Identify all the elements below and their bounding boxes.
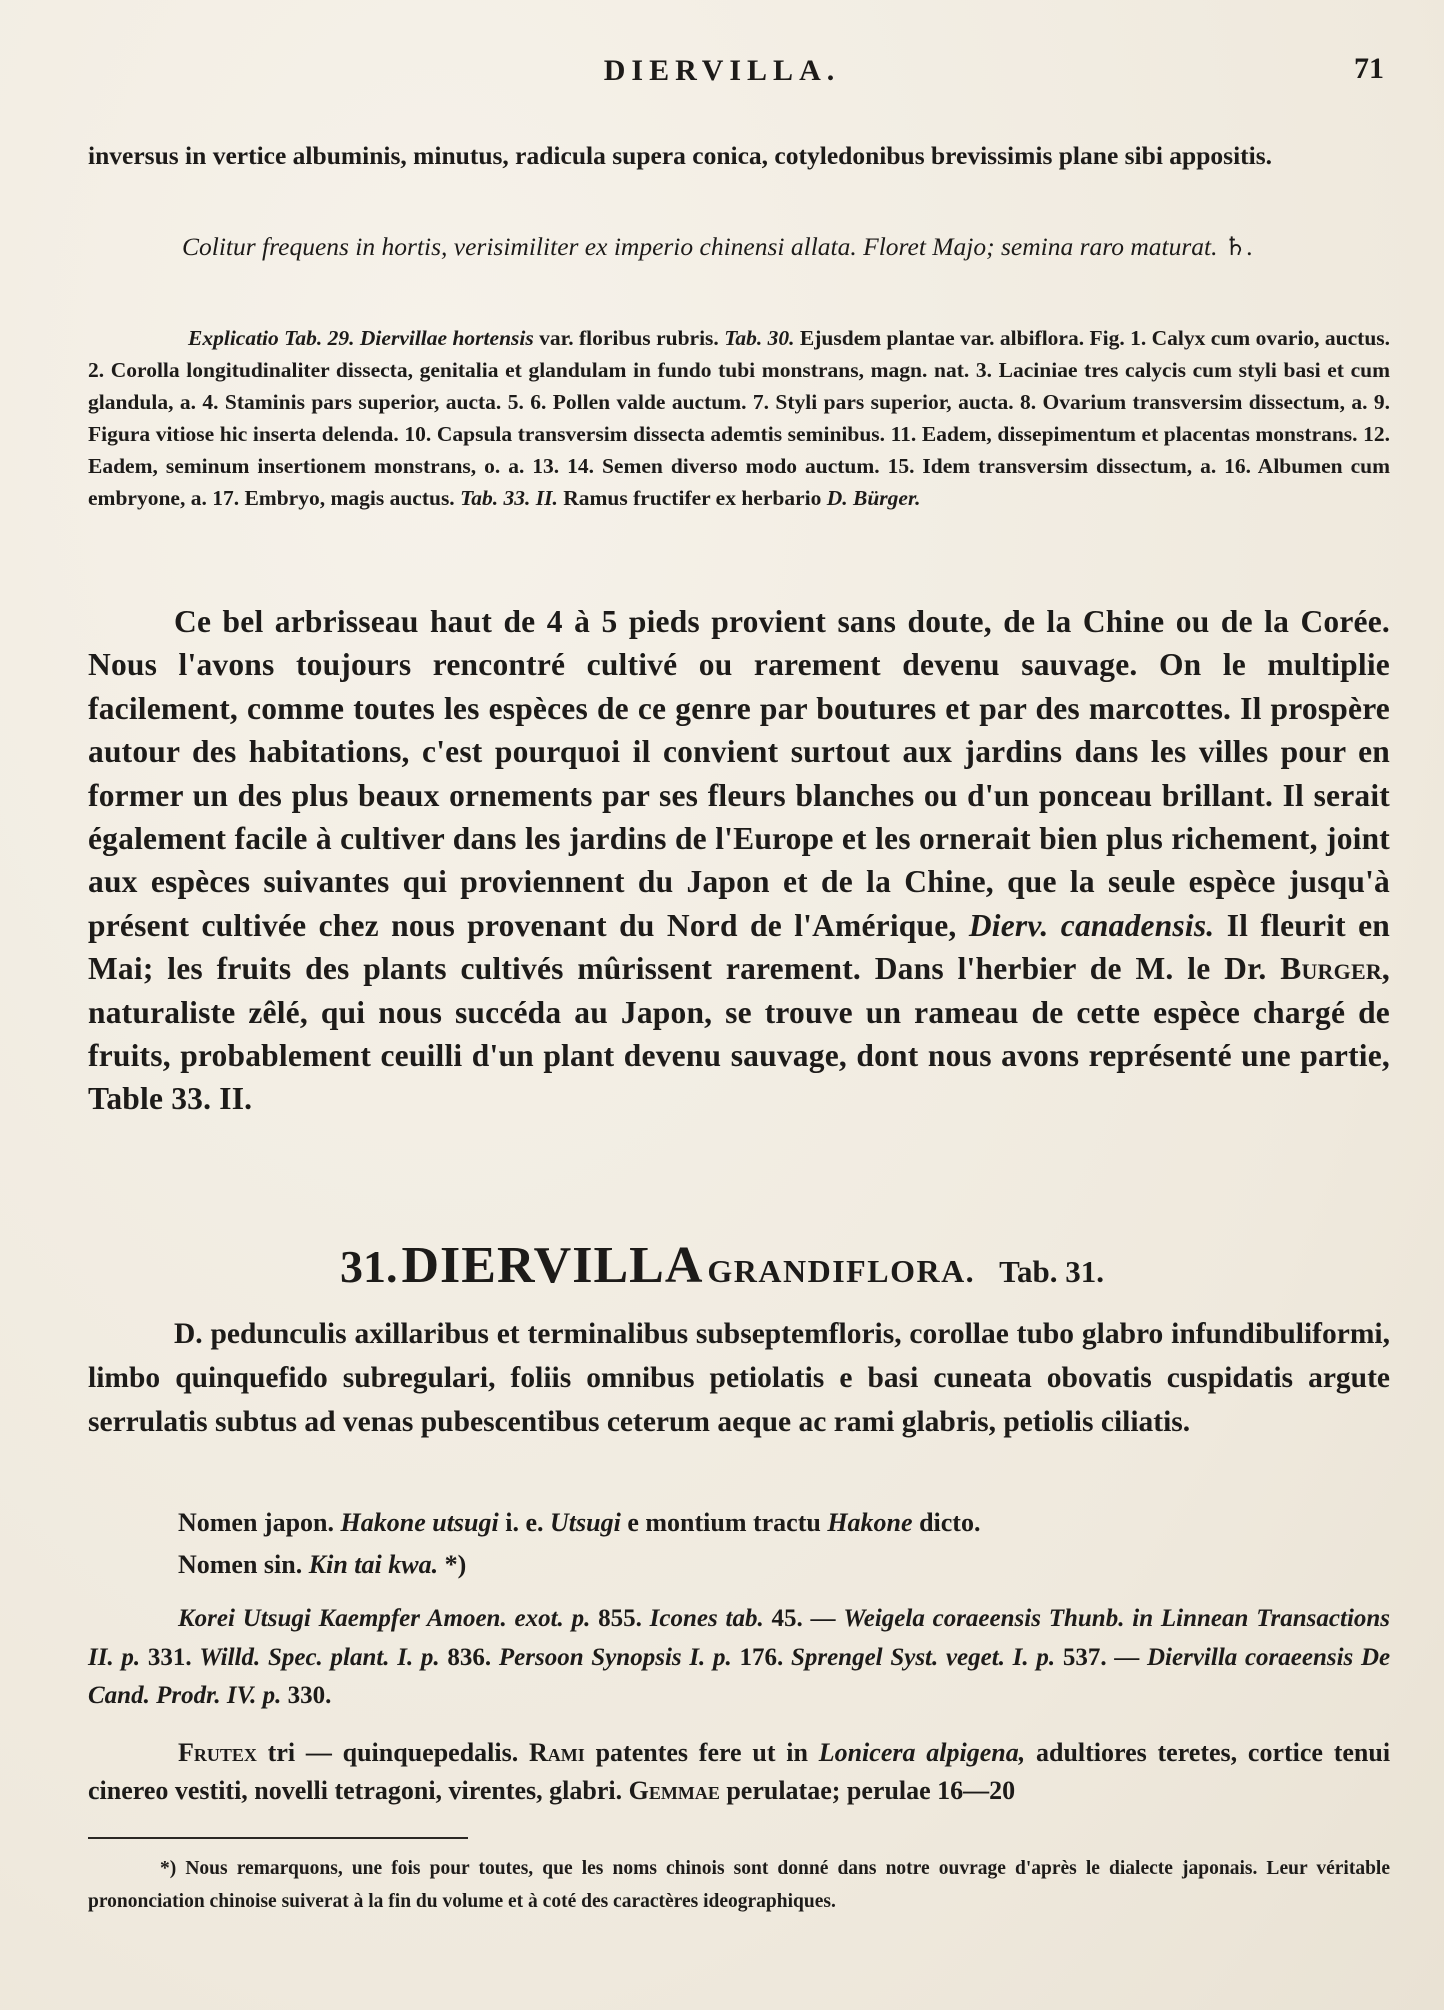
vernacular-names bbox=[178, 1502, 1388, 1586]
citation-page: 537. — bbox=[1062, 1643, 1140, 1671]
synonym-citation: Willd. Spec. plant. I. p. bbox=[199, 1643, 440, 1671]
synonym-citation: Sprengel Syst. veget. I. p. bbox=[790, 1643, 1056, 1671]
species-name-hortensis: Diervillae hortensis bbox=[359, 326, 534, 350]
plate-ref-29: Explicatio Tab. 29. bbox=[188, 326, 355, 350]
species-name-canadensis: Dierv. canadensis. bbox=[968, 907, 1215, 943]
species-number: 31. bbox=[339, 1241, 398, 1292]
running-head-title: DIERVILLA. bbox=[603, 54, 841, 87]
paragraph-description bbox=[88, 1734, 1390, 1810]
description-text: adultiores teretes, cortice tenui cinereo vestiti, novelli tetragoni, virentes, glabri. bbox=[88, 1738, 1391, 1805]
footnote-marker: *) bbox=[444, 1550, 467, 1579]
chinese-name: Kin tai kwa. bbox=[308, 1550, 439, 1579]
plate-explanation-figures: Ejusdem plantae var. albiflora. Fig. 1. Calyx cum ovario, auctus. 2. Corolla longitudinaliter dissecta, genitalia et glandulam in fundo tubi monstrans, magn. nat. 3. Laciniae tres calycis cum styli basi et cum glandula, a. 4. Staminis pars superior, aucta. 5. 6. Pollen valde auctum. 7. Styli pars superior, aucta. 8. Ovarium transversim dissectum, a. 9. Figura vitiose hic inserta delenda. 10. Capsula transversim dissecta ademtis seminibus. 11. Eadem, dissepimentum et placentas monstrans. 12. Eadem, seminum insertionem monstrans, o. a. 13. 14. Semen diverso modo auctum. 15. Idem transversim dissectum, a. 16. Albumen cum embryone, a. 17. Embryo, magis auctus. bbox=[88, 326, 1391, 510]
synonym-citation: Diervilla coraeensis De Cand. Prodr. IV. p. bbox=[88, 1643, 1391, 1709]
french-text: naturaliste zêlé, qui nous succéda au Japon, se trouve un rameau de cette espèce chargé de fruits, probablement ceuilli d'un plant devenu sauvage, dont nous avons représenté une partie, Table 33. II. bbox=[88, 994, 1390, 1117]
description-text: tri — quinquepedalis. bbox=[267, 1738, 519, 1767]
nomen-label: Nomen sin. bbox=[178, 1550, 303, 1579]
description-text: perulatae; perulae 16—20 bbox=[726, 1776, 1016, 1805]
synonym-citation: Icones tab. bbox=[649, 1605, 764, 1632]
plate-explanation-text: Ramus fructifer ex herbario bbox=[563, 486, 822, 510]
nomen-sin-line bbox=[178, 1544, 1388, 1586]
nomen-text: dicto. bbox=[919, 1508, 981, 1537]
page-number: 71 bbox=[1354, 52, 1384, 85]
footnote-rule bbox=[88, 1837, 468, 1839]
paragraph-plate-explanation bbox=[88, 322, 1390, 514]
citation-page: 330. bbox=[287, 1682, 332, 1709]
plate-ref-30: Tab. 30. bbox=[724, 326, 795, 350]
citation-page: 836. bbox=[447, 1643, 492, 1671]
japanese-name: Hakone utsugi bbox=[340, 1508, 499, 1537]
organ-label: Frutex bbox=[178, 1738, 257, 1767]
nomen-label: Nomen japon. bbox=[178, 1508, 335, 1537]
citation-page: 45. — bbox=[771, 1605, 836, 1632]
paragraph-diagnosis: D. pedunculis axillaribus et terminalibus subseptemfloris, corollae tubo glabro infundibuliformi, limbo quinquefido subregulari, foliis omnibus petiolatis e basi cuneata obovatis cuspidatis argute serrulatis subtus ad venas pubescentibus ceterum aeque ac rami glabris, petiolis ciliatis. bbox=[88, 1318, 1390, 1438]
japanese-name: Utsugi bbox=[550, 1508, 621, 1537]
running-head bbox=[0, 48, 1444, 98]
paragraph-synonymy bbox=[88, 1600, 1390, 1716]
species-name-lonicera: Lonicera alpigena, bbox=[818, 1738, 1026, 1767]
citation-page: 176. bbox=[739, 1643, 784, 1671]
synonym-citation: Weigela coraeensis Thunb. in Linnean Transactions II. p. bbox=[88, 1605, 1391, 1671]
footnote: *) Nous remarquons, une fois pour toutes, que les noms chinois sont donné dans notre ouvrage d'après le dialecte japonais. Leur véritable prononciation chinoise suiverat à la fin du volume et à coté des caractères ideographiques. bbox=[88, 1858, 1390, 1912]
collector-name: D. Bürger. bbox=[826, 486, 921, 510]
citation-page: 855. bbox=[598, 1605, 642, 1632]
place-name: Hakone bbox=[827, 1508, 913, 1537]
organ-label: Gemmae bbox=[628, 1776, 720, 1805]
french-text: Ce bel arbrisseau haut de 4 à 5 pieds provient sans doute, de la Chine ou de la Corée. Nous l'avons toujours rencontré cultivé ou rarement devenu sauvage. On le multiplie facilement, comme toutes les espèces de ce genre par boutures et par des marcottes. Il prospère autour des habitations, c'est pourquoi il convient surtout aux jardins dans les villes pour en former un des plus beaux ornements par ses fleurs blanches ou d'un ponceau brillant. Il serait également facile à cultiver dans les jardins de l'Europe et les ornerait bien plus richement, joint aux espèces suivantes qui proviennent du Japon et de la Chine, que la seule espèce jusqu'à présent cultivée chez nous provenant du Nord de l'Amérique, bbox=[88, 604, 1390, 943]
nomen-text: e montium tractu bbox=[627, 1508, 821, 1537]
paragraph-french-description bbox=[88, 600, 1390, 1121]
nomen-japon-line bbox=[178, 1502, 1388, 1544]
plate-reference: Tab. 31. bbox=[999, 1254, 1104, 1289]
synonym-citation: Persoon Synopsis I. p. bbox=[498, 1643, 732, 1671]
nomen-text: i. e. bbox=[505, 1508, 544, 1537]
organ-label: Rami bbox=[529, 1738, 585, 1767]
species-epithet: GRANDIFLORA. bbox=[707, 1253, 976, 1289]
paragraph-cultivation-note: Colitur frequens in hortis, verisimiliter ex imperio chinensi allata. Floret Majo; semina raro maturat. ♄. bbox=[182, 232, 1254, 261]
synonym-citation: Korei Utsugi Kaempfer Amoen. exot. p. bbox=[178, 1605, 591, 1632]
paragraph-seed-description: inversus in vertice albuminis, minutus, radicula supera conica, cotyledonibus brevissimis plane sibi appositis. bbox=[88, 141, 1273, 170]
citation-page: 331. bbox=[147, 1643, 192, 1671]
plate-explanation-text: var. floribus rubris. bbox=[539, 326, 719, 350]
french-text: Il fleurit en Mai; les fruits des plants cultivés mûrissent rarement. Dans l'herbier de M. le Dr. bbox=[88, 907, 1391, 987]
description-text: patentes fere ut in bbox=[595, 1738, 808, 1767]
genus-name: DIERVILLA bbox=[401, 1237, 704, 1294]
species-heading bbox=[0, 1236, 1444, 1295]
person-name-burger: Burger, bbox=[1280, 951, 1390, 987]
plate-ref-33: Tab. 33. II. bbox=[460, 486, 558, 510]
